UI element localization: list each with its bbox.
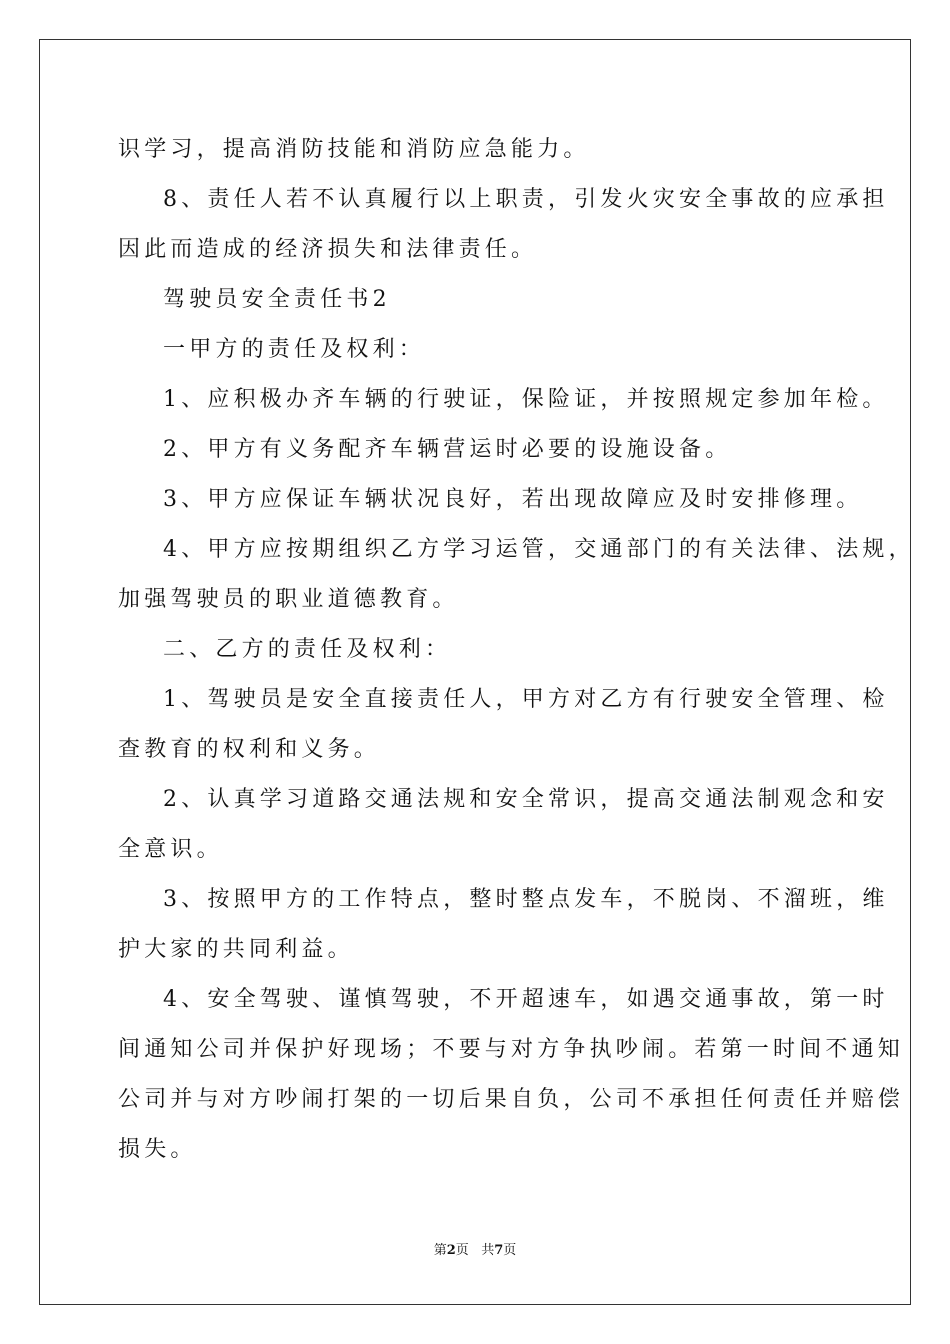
text-line: 公司并与对方吵闹打架的一切后果自负，公司不承担任何责任并赔偿 [118, 1087, 905, 1112]
text-line: 1、驾驶员是安全直接责任人，甲方对乙方有行驶安全管理、检 [163, 687, 889, 712]
text-line: 3、甲方应保证车辆状况良好，若出现故障应及时安排修理。 [163, 487, 863, 512]
current-page-number: 2 [446, 1243, 456, 1258]
text-line: 2、认真学习道路交通法规和安全常识，提高交通法制观念和安 [163, 787, 889, 812]
section-heading: 驾驶员安全责任书2 [163, 287, 391, 312]
text-line: 查教育的权利和义务。 [118, 737, 381, 762]
page-border [39, 39, 915, 1305]
text-line: 识学习，提高消防技能和消防应急能力。 [118, 137, 590, 162]
text-line: 1、应积极办齐车辆的行驶证，保险证，并按照规定参加年检。 [163, 387, 889, 412]
text-line: 4、安全驾驶、谨慎驾驶，不开超速车，如遇交通事故，第一时 [163, 987, 889, 1012]
text-line: 加强驾驶员的职业道德教育。 [118, 587, 459, 612]
text-line: 3、按照甲方的工作特点，整时整点发车，不脱岗、不溜班，维 [163, 887, 889, 912]
text-line: 间通知公司并保护好现场；不要与对方争执吵闹。若第一时间不通知 [118, 1037, 905, 1062]
text-line: 损失。 [118, 1137, 197, 1162]
section-heading: 一甲方的责任及权利： [163, 337, 426, 362]
page-footer [0, 1242, 950, 1260]
text-line: 2、甲方有义务配齐车辆营运时必要的设施设备。 [163, 437, 732, 462]
text-line: 全意识。 [118, 837, 223, 862]
text-line: 护大家的共同利益。 [118, 937, 354, 962]
section-heading: 二、乙方的责任及权利： [163, 637, 452, 662]
total-suffix: 页 [503, 1243, 517, 1258]
text-line: 因此而造成的经济损失和法律责任。 [118, 237, 538, 262]
text-line: 4、甲方应按期组织乙方学习运管，交通部门的有关法律、法规， [163, 537, 915, 562]
total-page-count: 7 [494, 1243, 504, 1258]
total-prefix: 共 [481, 1243, 495, 1258]
page-prefix: 第 [433, 1243, 447, 1258]
page-suffix: 页 [455, 1243, 469, 1258]
text-line: 8、责任人若不认真履行以上职责，引发火灾安全事故的应承担 [163, 187, 889, 212]
